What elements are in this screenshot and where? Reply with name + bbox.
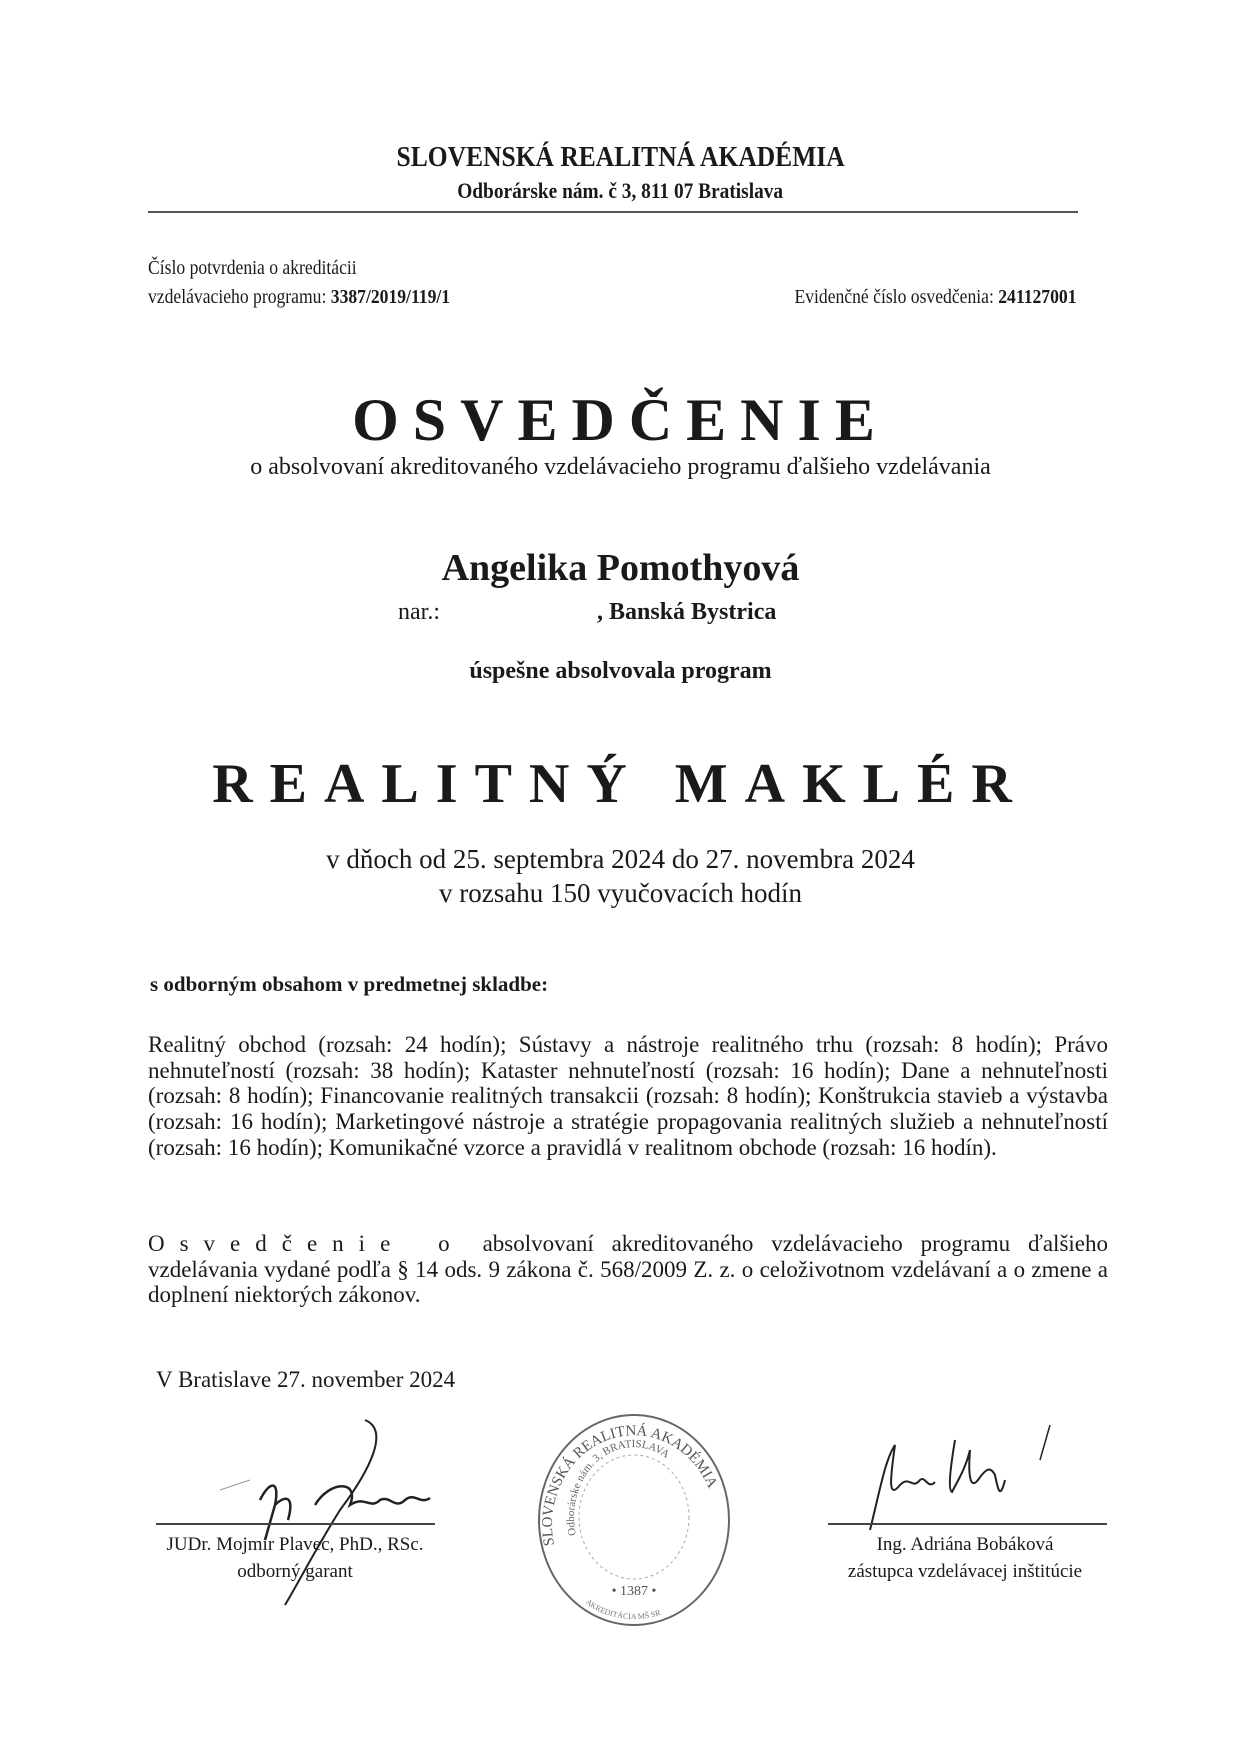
stamp-number: • 1387 •	[611, 1584, 657, 1599]
born-place: , Banská Bystrica	[597, 599, 777, 625]
accreditation-number-line	[148, 286, 491, 309]
registration-number: 241127001	[997, 286, 1076, 308]
accreditation-number: 3387/2019/119/1	[330, 286, 451, 308]
program-hours: v rozsahu 150 vyučovacích hodín	[439, 878, 802, 908]
header-divider	[148, 211, 1078, 213]
subjects-text: Realitný obchod (rozsah: 24 hodín); Sústavy a nástroje realitného trhu (rozsah: 8 hodín); Právo nehnuteľností (rozsah: 38 hodín); Kataster nehnuteľností (rozsah: 16 hodín); Dane a nehnuteľnosti (rozsah: 8 hodín); Financovanie realitných transakcii (rozsah: 8 hodín); Konštrukcia stavieb a výstavba (rozsah: 16 hodín); Marketingové nástroje a stratégie propagovania realitných služieb a nehnuteľností (rozsah: 16 hodín); Komunikačné vzorce a pravidlá v realitnom obchode (rozsah: 16 hodín).	[148, 1032, 1108, 1160]
signature-representative	[840, 1420, 1080, 1550]
legal-body: absolvovaní akreditovaného vzdelávacieho programu ďalšieho vzdelávania vydané podľa § 14 ods. 9 zákona č. 568/2009 Z. z. o celoživotnom vzdelávaní a o zmene a doplnení niektorých zákonov.	[148, 1231, 1108, 1308]
subjects-heading: s odborným obsahom v predmetnej skladbe:	[150, 972, 549, 996]
stamp-bottom-text: AKREDITÁCIA MŠ SR	[584, 1597, 662, 1622]
holder-name: Angelika Pomothyová	[441, 547, 800, 589]
certificate-subtitle: o absolvovaní akreditovaného vzdelávacieho programu ďalšieho vzdelávania	[250, 454, 991, 480]
legal-spaced-word: Osvedčenie o	[148, 1231, 465, 1256]
registration-number-line	[756, 286, 1077, 309]
program-dates: v dňoch od 25. septembra 2024 do 27. novembra 2024	[326, 844, 915, 874]
issue-place-date: V Bratislave 27. november 2024	[156, 1367, 456, 1392]
stamp-outer-text: SLOVENSKÁ REALITNÁ AKADÉMIA	[539, 1423, 721, 1548]
organization-name: SLOVENSKÁ REALITNÁ AKADÉMIA	[396, 141, 845, 173]
signature-line-representative	[828, 1523, 1107, 1525]
legal-text	[148, 1231, 1108, 1308]
program-name: REALITNÝ MAKLÉR	[212, 753, 1029, 815]
certificate-title: OSVEDČENIE	[352, 387, 889, 453]
accreditation-label: Číslo potvrdenia o akreditácii	[148, 257, 357, 279]
signature-line-garant	[156, 1523, 435, 1525]
svg-text:AKREDITÁCIA MŠ SR	[584, 1597, 662, 1621]
garant-name: JUDr. Mojmír Plavec, PhD., RSc.	[166, 1534, 424, 1555]
organization-address: Odborárske nám. č 3, 811 07 Bratislava	[457, 178, 784, 203]
representative-name: Ing. Adriána Bobáková	[876, 1534, 1054, 1555]
garant-role: odborný garant	[237, 1561, 353, 1582]
representative-role: zástupca vzdelávacej inštitúcie	[847, 1561, 1083, 1582]
registration-label: Evidenčné číslo osvedčenia:	[793, 286, 994, 308]
stamp-inner-text: Odborárske nám. 3, BRATISLAVA	[564, 1438, 672, 1537]
completed-text: úspešne absolvovala program	[469, 658, 772, 684]
born-label: nar.:	[398, 599, 440, 625]
accreditation-label-2: vzdelávacieho programu:	[148, 286, 327, 308]
birth-info	[0, 599, 1241, 629]
institution-stamp	[524, 1405, 744, 1635]
